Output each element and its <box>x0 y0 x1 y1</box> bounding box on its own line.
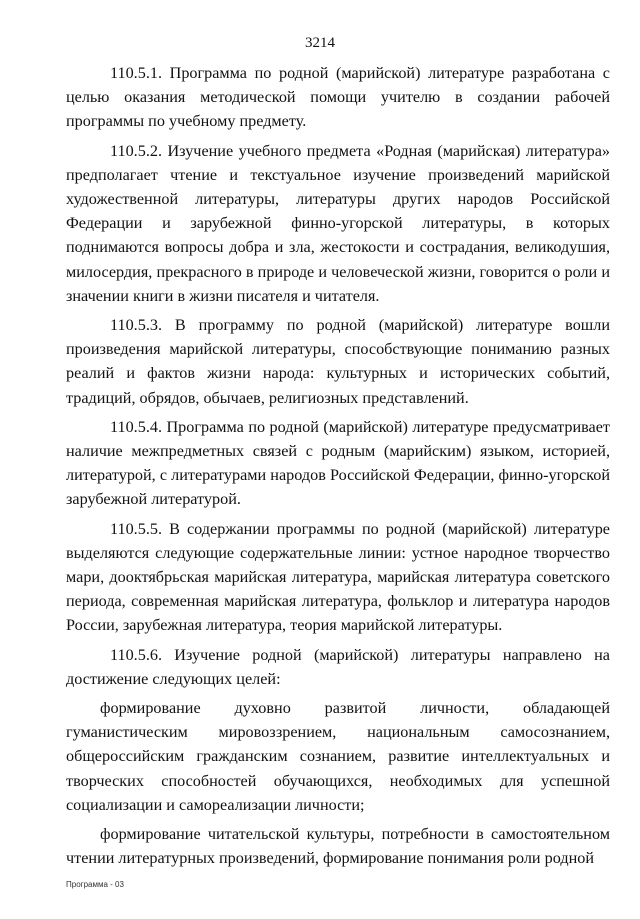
paragraph-110-5-1: 110.5.1. Программа по родной (марийской) литературе разработана с целью оказания методической помощи учителю в создании рабочей программы по учебному предмету. <box>66 64 610 131</box>
goal-item-2: формирование читательской культуры, потребности в самостоятельном чтении литературных произведений, формирование понимания роли родной <box>66 825 610 868</box>
document-footer: Программа - 03 <box>66 880 124 889</box>
page-number: 3214 <box>305 35 335 51</box>
paragraph-110-5-2: 110.5.2. Изучение учебного предмета «Родная (марийская) литература» предполагает чтение и текстуальное изучение произведений марийской художественной литературы, литературы других народов Российской Федерации и зарубежной финно-угорской литературы, в которых поднимаются вопросы добра и зла, жестокости и сострадания, великодушия, милосердия, прекрасного в природе и человеческой жизни, говорится о роли и значении книги в жизни писателя и читателя. <box>66 141 610 305</box>
paragraph-110-5-6: 110.5.6. Изучение родной (марийской) литературы направлено на достижение следующих целей: <box>66 645 610 688</box>
document-body <box>66 61 610 871</box>
goal-item-1: формирование духовно развитой личности, обладающей гуманистическим мировоззрением, национальным самосознанием, общероссийским гражданским сознанием, развитие интеллектуальных и творческих способностей обучающихся, необходимых для успешной социализации и самореализации личности; <box>66 699 610 814</box>
paragraph-110-5-3: 110.5.3. В программу по родной (марийской) литературе вошли произведения марийской литературы, способствующие пониманию разных реалий и фактов жизни народа: культурных и исторических событий, традиций, обрядов, обычаев, религиозных представлений. <box>66 316 610 407</box>
paragraph-110-5-4: 110.5.4. Программа по родной (марийской) литературе предусматривает наличие межпредметных связей с родным (марийским) языком, историей, литературой, с литературами народов Российской Федерации, финно-угорской зарубежной литературой. <box>66 417 610 509</box>
paragraph-110-5-5: 110.5.5. В содержании программы по родной (марийской) литературе выделяются следующие содержательные линии: устное народное творчество мари, дооктябрьская марийская литература, марийская литература советского периода, современная марийская литература, фольклор и литература народов России, зарубежная литература, теория марийской литературы. <box>66 519 610 635</box>
